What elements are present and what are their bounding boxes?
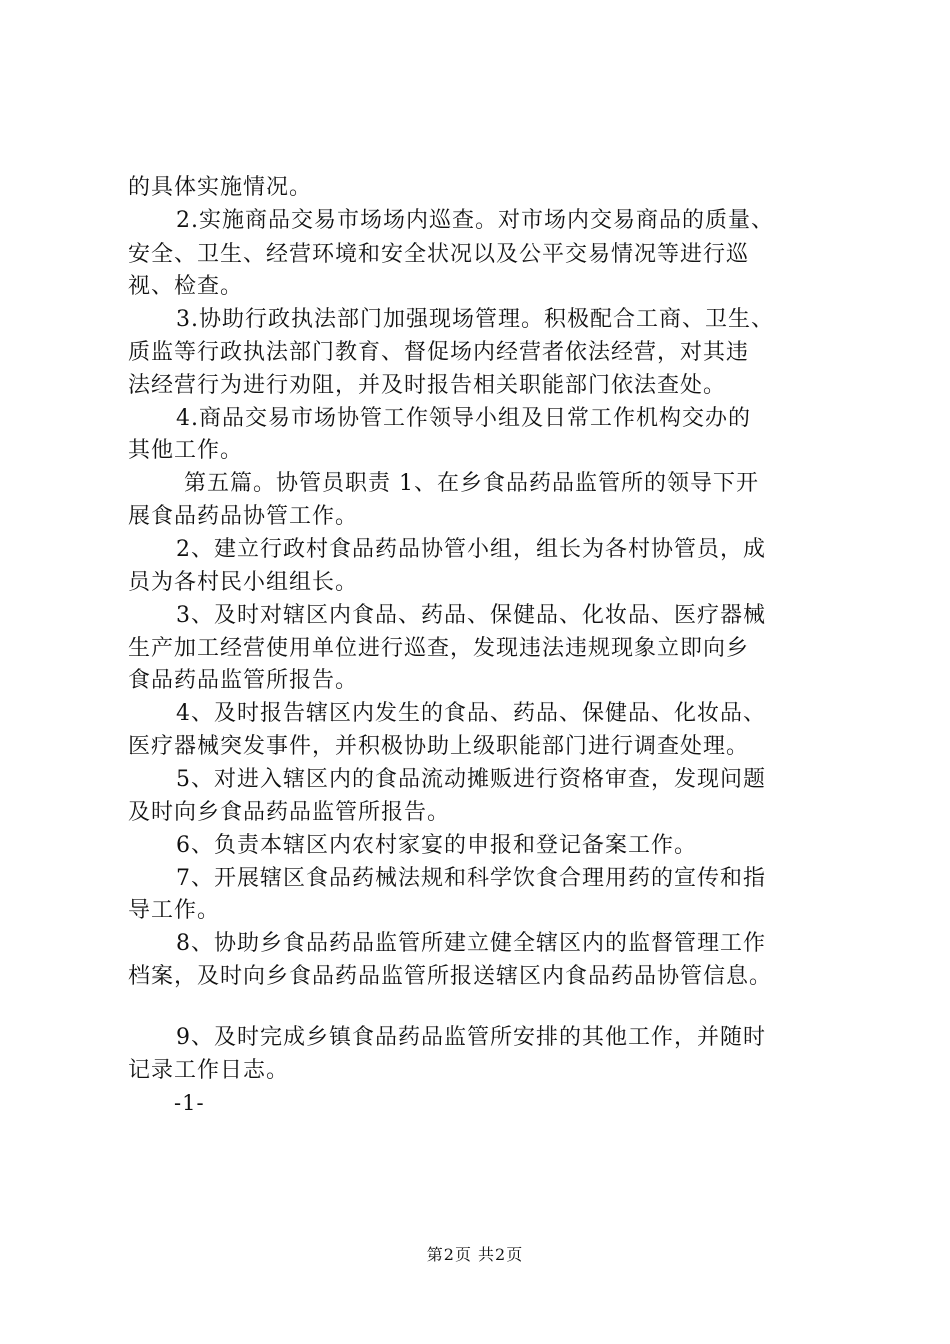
text-line: 食品药品监管所报告。	[128, 668, 359, 693]
page-footer: 第2页 共2页	[426, 1245, 524, 1264]
text-line: 3.协助行政执法部门加强现场管理。积极配合工商、卫生、	[176, 307, 774, 332]
text-line: 展食品药品协管工作。	[128, 504, 359, 529]
text-line: 法经营行为进行劝阻，并及时报告相关职能部门依法查处。	[128, 373, 727, 398]
text-line: 视、检查。	[128, 274, 244, 299]
text-line: 档案，及时向乡食品药品监管所报送辖区内食品药品协管信息。	[128, 964, 773, 989]
text-line: 2.实施商品交易市场场内巡查。对市场内交易商品的质量、	[176, 208, 774, 233]
text-line: 9、及时完成乡镇食品药品监管所安排的其他工作，并随时	[176, 1025, 766, 1050]
text-line: 7、开展辖区食品药械法规和科学饮食合理用药的宣传和指	[176, 866, 766, 891]
text-line: 第五篇。协管员职责 1、在乡食品药品监管所的领导下开	[184, 471, 759, 496]
text-line: 5、对进入辖区内的食品流动摊贩进行资格审查，发现问题	[176, 767, 766, 792]
text-line: 4、及时报告辖区内发生的食品、药品、保健品、化妆品、	[176, 701, 766, 726]
text-line: 的具体实施情况。	[128, 175, 313, 200]
text-line: 安全、卫生、经营环境和安全状况以及公平交易情况等进行巡	[128, 242, 750, 267]
text-line: 其他工作。	[128, 438, 244, 463]
text-line: 记录工作日志。	[128, 1058, 290, 1083]
text-line: 员为各村民小组组长。	[128, 570, 359, 595]
text-line: 及时向乡食品药品监管所报告。	[128, 800, 451, 825]
text-line: 质监等行政执法部门教育、督促场内经营者依法经营，对其违	[128, 340, 750, 365]
text-line: 生产加工经营使用单位进行巡查，发现违法违规现象立即向乡	[128, 636, 750, 661]
text-line: 8、协助乡食品药品监管所建立健全辖区内的监督管理工作	[176, 931, 766, 956]
text-line: 2、建立行政村食品药品协管小组，组长为各村协管员，成	[176, 537, 766, 562]
text-line: 3、及时对辖区内食品、药品、保健品、化妆品、医疗器械	[176, 603, 766, 628]
text-line: 4.商品交易市场协管工作领导小组及日常工作机构交办的	[176, 406, 751, 431]
page-number: -1-	[174, 1091, 205, 1115]
text-line: 6、负责本辖区内农村家宴的申报和登记备案工作。	[176, 833, 697, 858]
text-line: 导工作。	[128, 898, 221, 923]
text-line: 医疗器械突发事件，并积极协助上级职能部门进行调查处理。	[128, 734, 750, 759]
